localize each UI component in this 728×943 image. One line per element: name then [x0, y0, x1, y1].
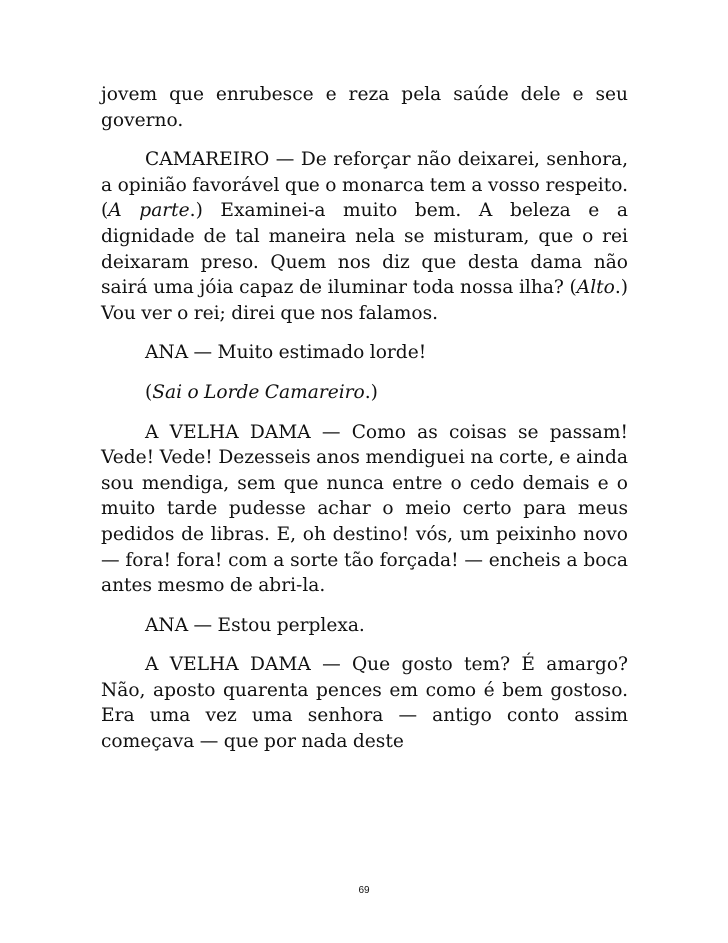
paragraph	[101, 147, 628, 326]
text-run: ANA — Muito estimado lorde!	[145, 342, 427, 364]
body-text	[101, 82, 628, 755]
page-number: 69	[358, 885, 370, 896]
italic-run: Alto	[576, 277, 615, 299]
text-run: .) Vou ver o rei; direi que nos falamos.	[101, 277, 628, 324]
text-run: A VELHA DAMA — Que gosto tem? É amargo? Não, aposto quarenta pences em como é bem gostoso. Era uma vez uma senhora — antigo conto assim começava — que por nada deste	[101, 654, 628, 753]
paragraph	[101, 420, 628, 599]
paragraph	[101, 613, 628, 639]
text-run: jovem que enrubesce e reza pela saúde dele e seu governo.	[101, 84, 628, 131]
text-run: ANA — Estou perplexa.	[145, 614, 365, 636]
paragraph	[101, 380, 628, 406]
paragraph	[101, 82, 628, 133]
text-run: .)	[364, 381, 378, 403]
text-run: A VELHA DAMA — Como as coisas se passam! Vede! Vede! Dezesseis anos mendiguei na corte, e ainda sou mendiga, sem que nunca entre o cedo demais e o muito tarde pudesse achar o meio certo para meus pedidos de libras. E, oh destino! vós, um peixinho novo — fora! fora! com a sorte tão forçada! — encheis a boca antes mesmo de abri-la.	[101, 421, 628, 597]
paragraph	[101, 652, 628, 754]
text-run: CAMAREIRO — De reforçar não deixarei, senhora, a opinião favorável que o monarca tem a vosso respeito. (	[101, 149, 628, 222]
text-run: (	[145, 381, 153, 403]
italic-run: A parte	[108, 200, 190, 222]
text-run: .) Examinei-a muito bem. A beleza e a dignidade de tal maneira nela se misturam, que o rei deixaram preso. Quem nos diz que desta dama não sairá uma jóia capaz de iluminar toda nossa ilha? (	[101, 200, 628, 299]
paragraph	[101, 340, 628, 366]
italic-run: Sai o Lorde Camareiro	[152, 381, 365, 403]
